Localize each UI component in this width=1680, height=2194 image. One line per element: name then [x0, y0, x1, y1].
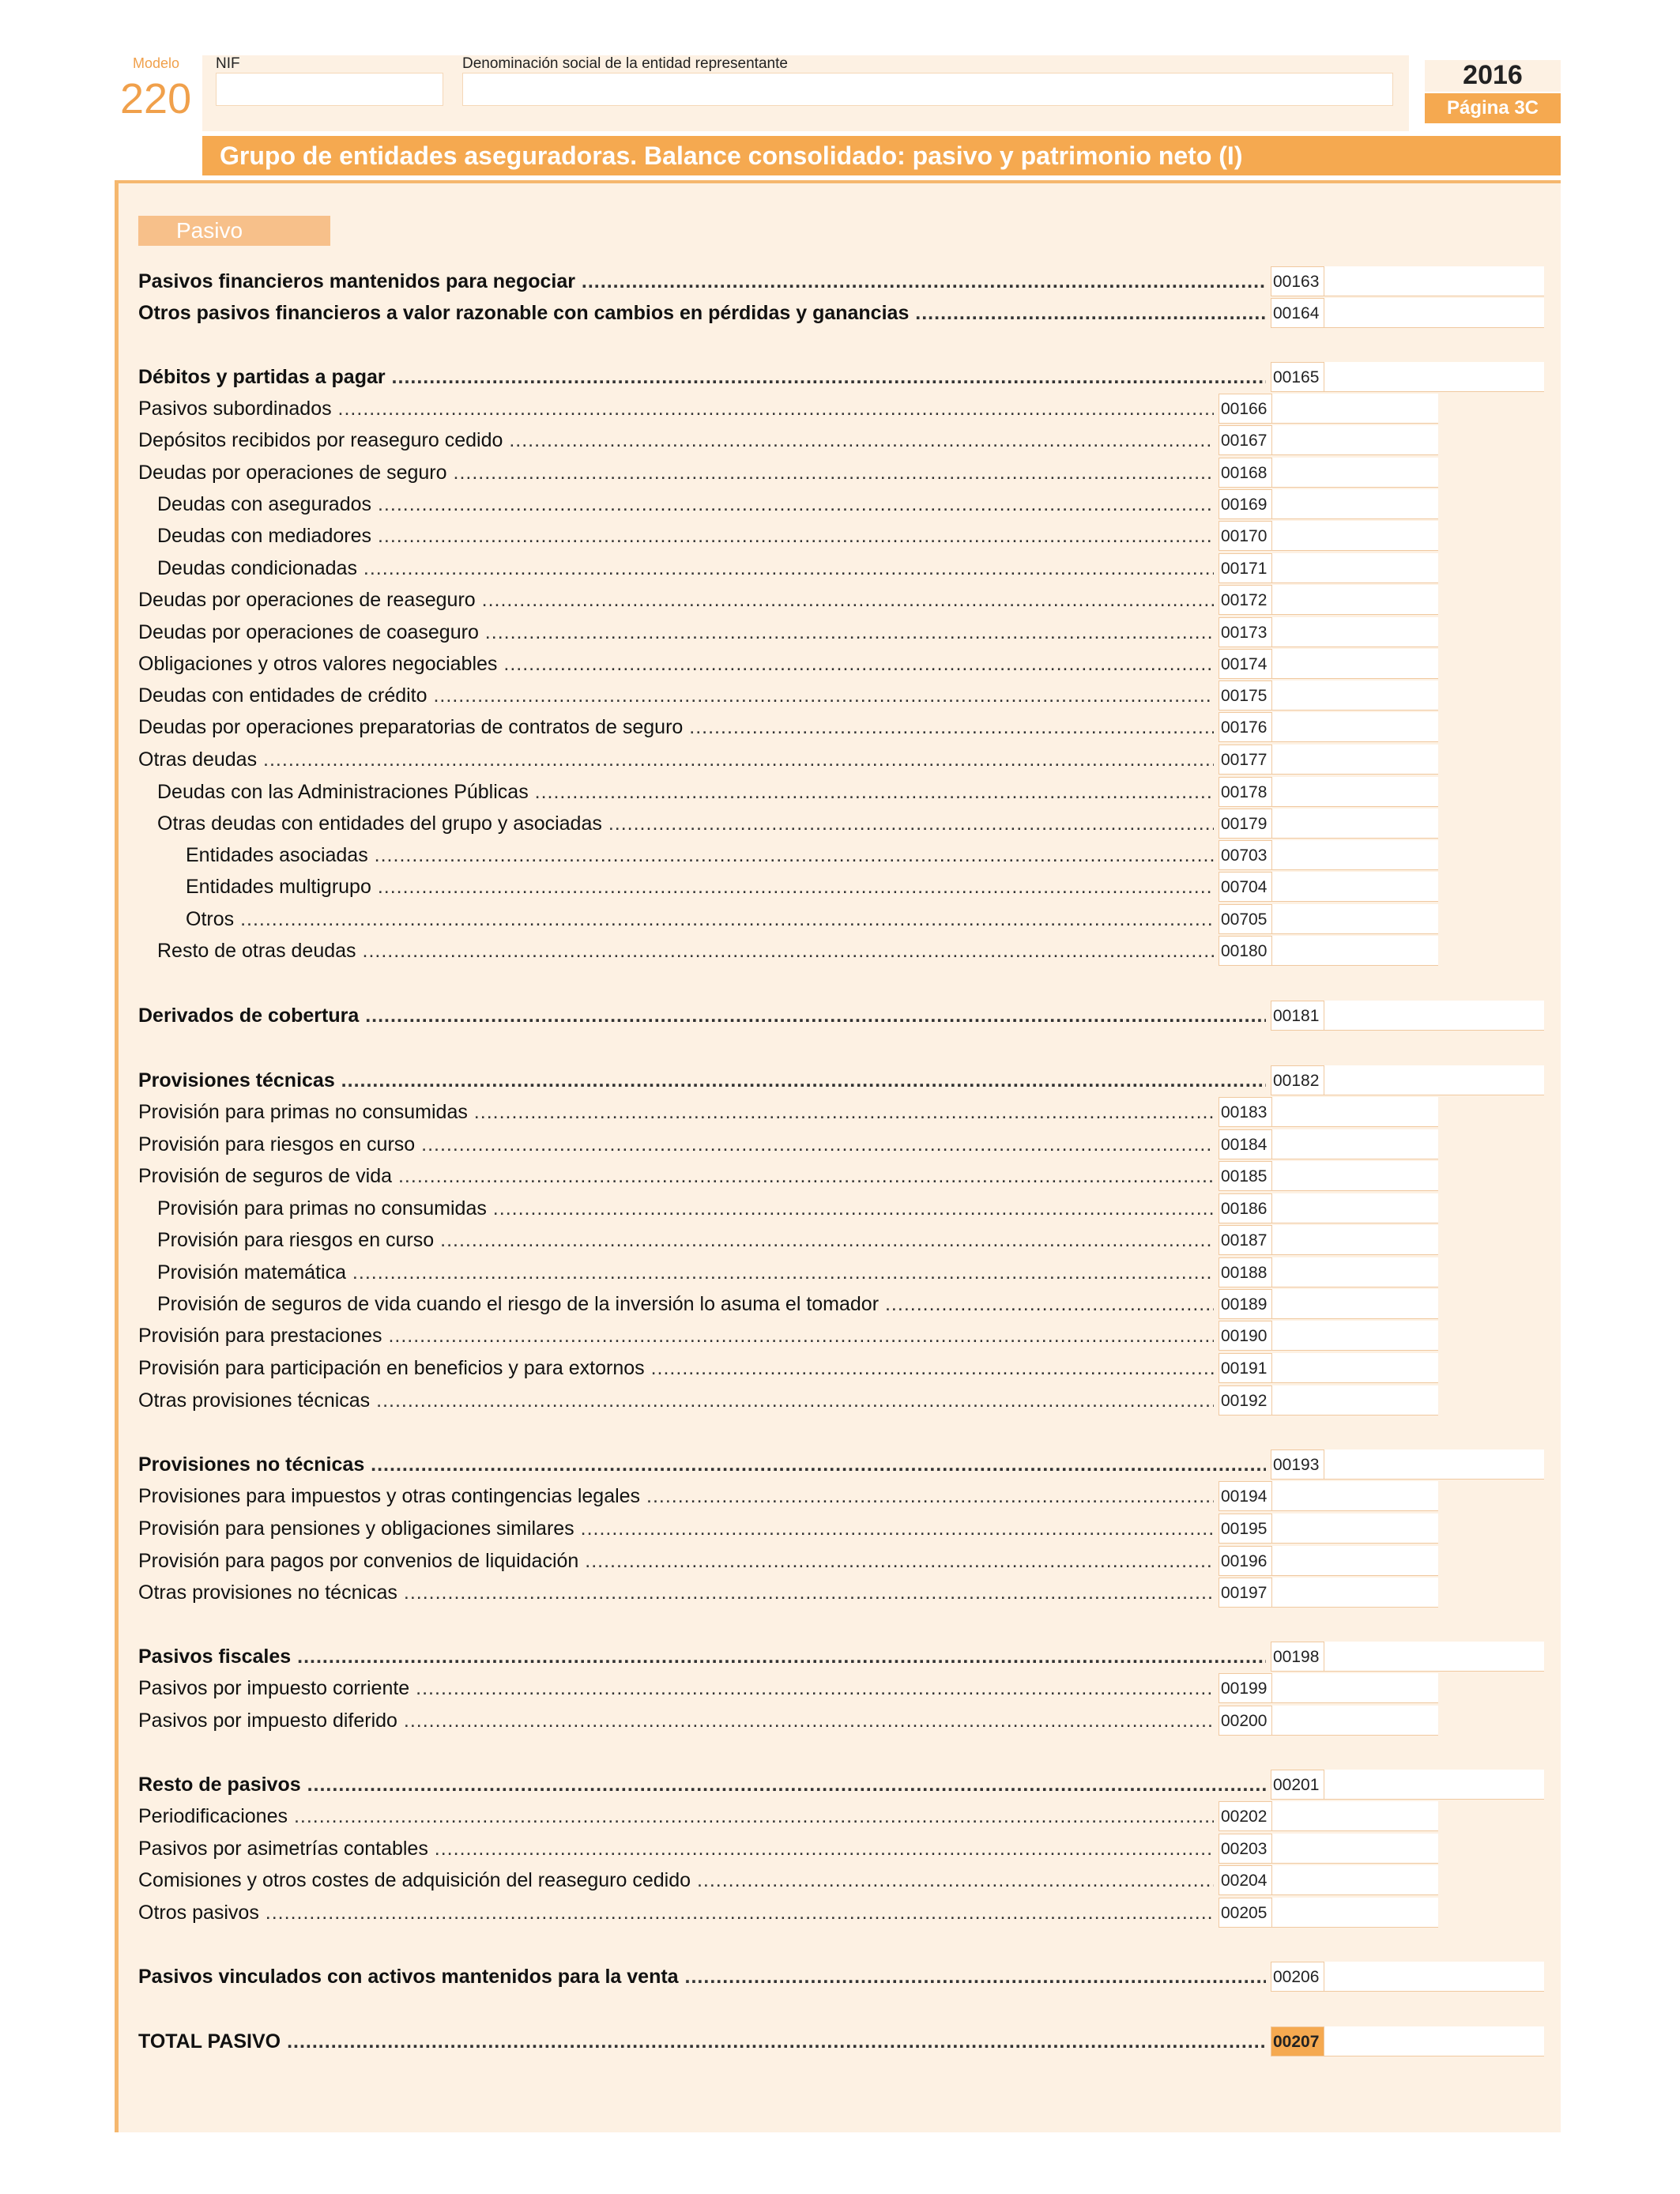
row-label: Deudas condicionadas .....	[157, 552, 1214, 584]
amount-field[interactable]	[1272, 1578, 1438, 1608]
amount-field[interactable]	[1272, 1289, 1438, 1319]
amount-field[interactable]	[1272, 1225, 1438, 1255]
row-label: Provisión para riesgos en curso .....	[157, 1224, 1214, 1256]
form-row	[0, 2026, 1680, 2057]
form-row	[0, 616, 1680, 648]
row-label: Provisiones para impuestos y otras contingencias legales .....	[138, 1480, 1214, 1512]
form-row	[0, 1897, 1680, 1928]
row-label: Provisión para prestaciones .....	[138, 1320, 1214, 1351]
row-code: 00197	[1219, 1578, 1272, 1608]
row-label: Pasivos fiscales .....	[138, 1641, 1266, 1672]
row-code: 00193	[1271, 1449, 1324, 1480]
row-code: 00200	[1219, 1706, 1272, 1736]
row-label: Provisiones técnicas .....	[138, 1065, 1266, 1096]
amount-field[interactable]	[1324, 1642, 1544, 1672]
row-code: 00207	[1271, 2026, 1324, 2056]
row-code: 00188	[1219, 1257, 1272, 1287]
row-code: 00195	[1219, 1514, 1272, 1544]
row-label: Resto de pasivos .....	[138, 1769, 1266, 1800]
form-row	[0, 776, 1680, 808]
nif-label: NIF	[216, 55, 240, 72]
row-label: Deudas con las Administraciones Públicas .....	[157, 776, 1214, 808]
row-label: Deudas con entidades de crédito .....	[138, 680, 1214, 711]
row-label: Provisión matemática .....	[157, 1257, 1214, 1288]
row-label: Provisión para riesgos en curso .....	[138, 1129, 1214, 1160]
form-row	[0, 1288, 1680, 1320]
row-code: 00176	[1219, 712, 1272, 742]
row-code: 00205	[1219, 1898, 1272, 1928]
form-row	[0, 1577, 1680, 1608]
amount-field[interactable]	[1324, 362, 1544, 392]
row-code: 00178	[1219, 777, 1272, 807]
form-row	[0, 552, 1680, 584]
row-code: 00704	[1219, 872, 1272, 902]
amount-field[interactable]	[1272, 680, 1438, 711]
row-label: Débitos y partidas a pagar .....	[138, 361, 1266, 393]
form-row	[0, 424, 1680, 456]
row-code: 00166	[1219, 394, 1272, 424]
form-row	[0, 520, 1680, 552]
row-label: Comisiones y otros costes de adquisición del reaseguro cedido .....	[138, 1864, 1214, 1896]
amount-field[interactable]	[1272, 489, 1438, 519]
form-row	[0, 488, 1680, 520]
form-row	[0, 1257, 1680, 1288]
page-title: Grupo de entidades aseguradoras. Balance consolidado: pasivo y patrimonio neto (I)	[202, 136, 1561, 175]
row-code: 00204	[1219, 1865, 1272, 1895]
row-code: 00201	[1271, 1770, 1324, 1800]
amount-field[interactable]	[1272, 617, 1438, 647]
row-code: 00167	[1219, 425, 1272, 455]
amount-field[interactable]	[1272, 1514, 1438, 1544]
row-label: Provisión para primas no consumidas .....	[157, 1193, 1214, 1224]
amount-field[interactable]	[1272, 904, 1438, 934]
row-code: 00180	[1219, 936, 1272, 966]
row-code: 00196	[1219, 1546, 1272, 1576]
form-row	[0, 1193, 1680, 1224]
row-code: 00705	[1219, 904, 1272, 934]
row-label: Otras provisiones no técnicas .....	[138, 1577, 1214, 1608]
amount-field[interactable]	[1272, 1801, 1438, 1831]
row-label: Deudas por operaciones de reaseguro .....	[138, 584, 1214, 616]
row-code: 00177	[1219, 745, 1272, 775]
row-label: Pasivos financieros mantenidos para negociar .....	[138, 266, 1266, 297]
row-code: 00165	[1271, 362, 1324, 392]
form-row	[0, 584, 1680, 616]
form-row	[0, 1769, 1680, 1800]
row-code: 00183	[1219, 1097, 1272, 1127]
row-label: Periodificaciones .....	[138, 1800, 1214, 1832]
amount-field[interactable]	[1272, 394, 1438, 424]
amount-field[interactable]	[1272, 1385, 1438, 1416]
row-code: 00174	[1219, 649, 1272, 679]
row-label: Deudas con asegurados .....	[157, 488, 1214, 520]
amount-field[interactable]	[1272, 1193, 1438, 1223]
nif-field[interactable]	[216, 73, 443, 106]
form-row	[0, 1449, 1680, 1480]
form-row	[0, 1672, 1680, 1704]
row-code: 00199	[1219, 1673, 1272, 1703]
row-label: Pasivos por impuesto corriente .....	[138, 1672, 1214, 1704]
row-code: 00202	[1219, 1801, 1272, 1831]
row-label: Derivados de cobertura .....	[138, 1000, 1266, 1031]
form-row	[0, 1096, 1680, 1128]
row-code: 00179	[1219, 809, 1272, 839]
form-row	[0, 266, 1680, 297]
amount-field[interactable]	[1272, 1353, 1438, 1383]
amount-field[interactable]	[1272, 1321, 1438, 1351]
form-row	[0, 1224, 1680, 1256]
panel-top-border	[115, 180, 1561, 183]
amount-field[interactable]	[1272, 1706, 1438, 1736]
row-label: Provisiones no técnicas .....	[138, 1449, 1266, 1480]
form-row	[0, 1833, 1680, 1864]
amount-field[interactable]	[1272, 1898, 1438, 1928]
amount-field[interactable]	[1272, 745, 1438, 775]
row-label: Deudas por operaciones de coaseguro .....	[138, 616, 1214, 648]
row-label: Entidades multigrupo .....	[186, 871, 1214, 903]
amount-field[interactable]	[1272, 1129, 1438, 1159]
row-label: Pasivos subordinados .....	[138, 393, 1214, 424]
form-row	[0, 1352, 1680, 1384]
row-code: 00185	[1219, 1161, 1272, 1191]
form-row	[0, 711, 1680, 743]
row-code: 00191	[1219, 1353, 1272, 1383]
row-code: 00181	[1271, 1001, 1324, 1031]
row-label: Obligaciones y otros valores negociables .....	[138, 648, 1214, 680]
modelo-label: Modelo	[133, 55, 180, 71]
form-row	[0, 871, 1680, 903]
form-row	[0, 1641, 1680, 1672]
amount-field[interactable]	[1324, 1962, 1544, 1992]
form-row	[0, 361, 1680, 393]
amount-field[interactable]	[1272, 1161, 1438, 1191]
form-row	[0, 808, 1680, 839]
row-code: 00703	[1219, 840, 1272, 870]
row-label: Otros pasivos .....	[138, 1897, 1214, 1928]
amount-field[interactable]	[1272, 840, 1438, 870]
form-row	[0, 1065, 1680, 1096]
form-row	[0, 1864, 1680, 1896]
row-label: Otros .....	[186, 903, 1214, 935]
row-label: Provisión de seguros de vida .....	[138, 1160, 1214, 1192]
modelo-number: 220	[120, 75, 192, 123]
amount-field[interactable]	[1272, 585, 1438, 615]
amount-field[interactable]	[1324, 1001, 1544, 1031]
row-label: Pasivos por asimetrías contables .....	[138, 1833, 1214, 1864]
row-code: 00173	[1219, 617, 1272, 647]
amount-field[interactable]	[1324, 266, 1544, 296]
amount-field[interactable]	[1324, 1449, 1544, 1480]
form-row	[0, 393, 1680, 424]
row-code: 00172	[1219, 585, 1272, 615]
amount-field[interactable]	[1272, 458, 1438, 488]
row-code: 00189	[1219, 1289, 1272, 1319]
row-label: Provisión para pensiones y obligaciones similares .....	[138, 1513, 1214, 1544]
form-row	[0, 297, 1680, 329]
form-row	[0, 1705, 1680, 1736]
form-row	[0, 1961, 1680, 1992]
row-label: Provisión de seguros de vida cuando el riesgo de la inversión lo asuma el tomador .....	[157, 1288, 1214, 1320]
amount-field[interactable]	[1324, 298, 1544, 328]
row-label: Deudas con mediadores .....	[157, 520, 1214, 552]
row-code: 00190	[1219, 1321, 1272, 1351]
form-row	[0, 839, 1680, 871]
row-code: 00163	[1271, 266, 1324, 296]
row-code: 00168	[1219, 458, 1272, 488]
form-row	[0, 744, 1680, 775]
amount-field[interactable]	[1324, 1065, 1544, 1095]
amount-field[interactable]	[1272, 1481, 1438, 1511]
form-row	[0, 1513, 1680, 1544]
denominacion-label: Denominación social de la entidad representante	[462, 55, 788, 72]
row-label: Pasivos vinculados con activos mantenidos para la venta .....	[138, 1961, 1266, 1992]
row-code: 00192	[1219, 1385, 1272, 1416]
amount-field[interactable]	[1272, 553, 1438, 583]
form-row	[0, 648, 1680, 680]
amount-field[interactable]	[1272, 521, 1438, 551]
amount-field[interactable]	[1272, 649, 1438, 679]
form-row	[0, 1385, 1680, 1416]
amount-field[interactable]	[1272, 425, 1438, 455]
amount-field[interactable]	[1272, 1546, 1438, 1576]
form-row	[0, 457, 1680, 488]
form-row	[0, 1320, 1680, 1351]
row-label: Entidades asociadas .....	[186, 839, 1214, 871]
form-row	[0, 903, 1680, 935]
row-label: Provisión para pagos por convenios de liquidación .....	[138, 1545, 1214, 1577]
section-title: Pasivo	[138, 216, 330, 246]
row-code: 00164	[1271, 298, 1324, 328]
row-code: 00194	[1219, 1481, 1272, 1511]
amount-field[interactable]	[1272, 1865, 1438, 1895]
amount-field[interactable]	[1272, 777, 1438, 807]
row-code: 00170	[1219, 521, 1272, 551]
row-code: 00175	[1219, 680, 1272, 711]
row-code: 00203	[1219, 1834, 1272, 1864]
row-code: 00187	[1219, 1225, 1272, 1255]
row-label: Otras deudas .....	[138, 744, 1214, 775]
row-code: 00171	[1219, 553, 1272, 583]
row-code: 00169	[1219, 489, 1272, 519]
row-label: Pasivos por impuesto diferido .....	[138, 1705, 1214, 1736]
row-label: TOTAL PASIVO .....	[138, 2026, 1266, 2057]
amount-field[interactable]	[1324, 2026, 1544, 2056]
amount-field[interactable]	[1272, 1097, 1438, 1127]
row-label: Provisión para primas no consumidas .....	[138, 1096, 1214, 1128]
form-row	[0, 1160, 1680, 1192]
row-label: Depósitos recibidos por reaseguro cedido .....	[138, 424, 1214, 456]
row-label: Deudas por operaciones de seguro .....	[138, 457, 1214, 488]
amount-field[interactable]	[1272, 1673, 1438, 1703]
amount-field[interactable]	[1324, 1770, 1544, 1800]
row-code: 00198	[1271, 1642, 1324, 1672]
row-label: Deudas por operaciones preparatorias de contratos de seguro .....	[138, 711, 1214, 743]
year: 2016	[1463, 60, 1523, 90]
row-label: Otras deudas con entidades del grupo y asociadas .....	[157, 808, 1214, 839]
amount-field[interactable]	[1272, 1257, 1438, 1287]
form-row	[0, 1129, 1680, 1160]
amount-field[interactable]	[1272, 1834, 1438, 1864]
row-code: 00184	[1219, 1129, 1272, 1159]
amount-field[interactable]	[1272, 809, 1438, 839]
row-label: Otros pasivos financieros a valor razonable con cambios en pérdidas y ganancias .....	[138, 297, 1266, 329]
form-row	[0, 1000, 1680, 1031]
amount-field[interactable]	[1272, 712, 1438, 742]
denominacion-field[interactable]	[462, 73, 1393, 106]
row-code: 00186	[1219, 1193, 1272, 1223]
form-row	[0, 935, 1680, 967]
form-row	[0, 680, 1680, 711]
row-label: Otras provisiones técnicas .....	[138, 1385, 1214, 1416]
row-label: Resto de otras deudas .....	[157, 935, 1214, 967]
amount-field[interactable]	[1272, 936, 1438, 966]
row-code: 00206	[1271, 1962, 1324, 1992]
form-row	[0, 1545, 1680, 1577]
form-row	[0, 1800, 1680, 1832]
page-label: Página 3C	[1425, 93, 1561, 123]
form-row	[0, 1480, 1680, 1512]
row-code: 00182	[1271, 1065, 1324, 1095]
row-label: Provisión para participación en beneficios y para extornos .....	[138, 1352, 1214, 1384]
amount-field[interactable]	[1272, 872, 1438, 902]
